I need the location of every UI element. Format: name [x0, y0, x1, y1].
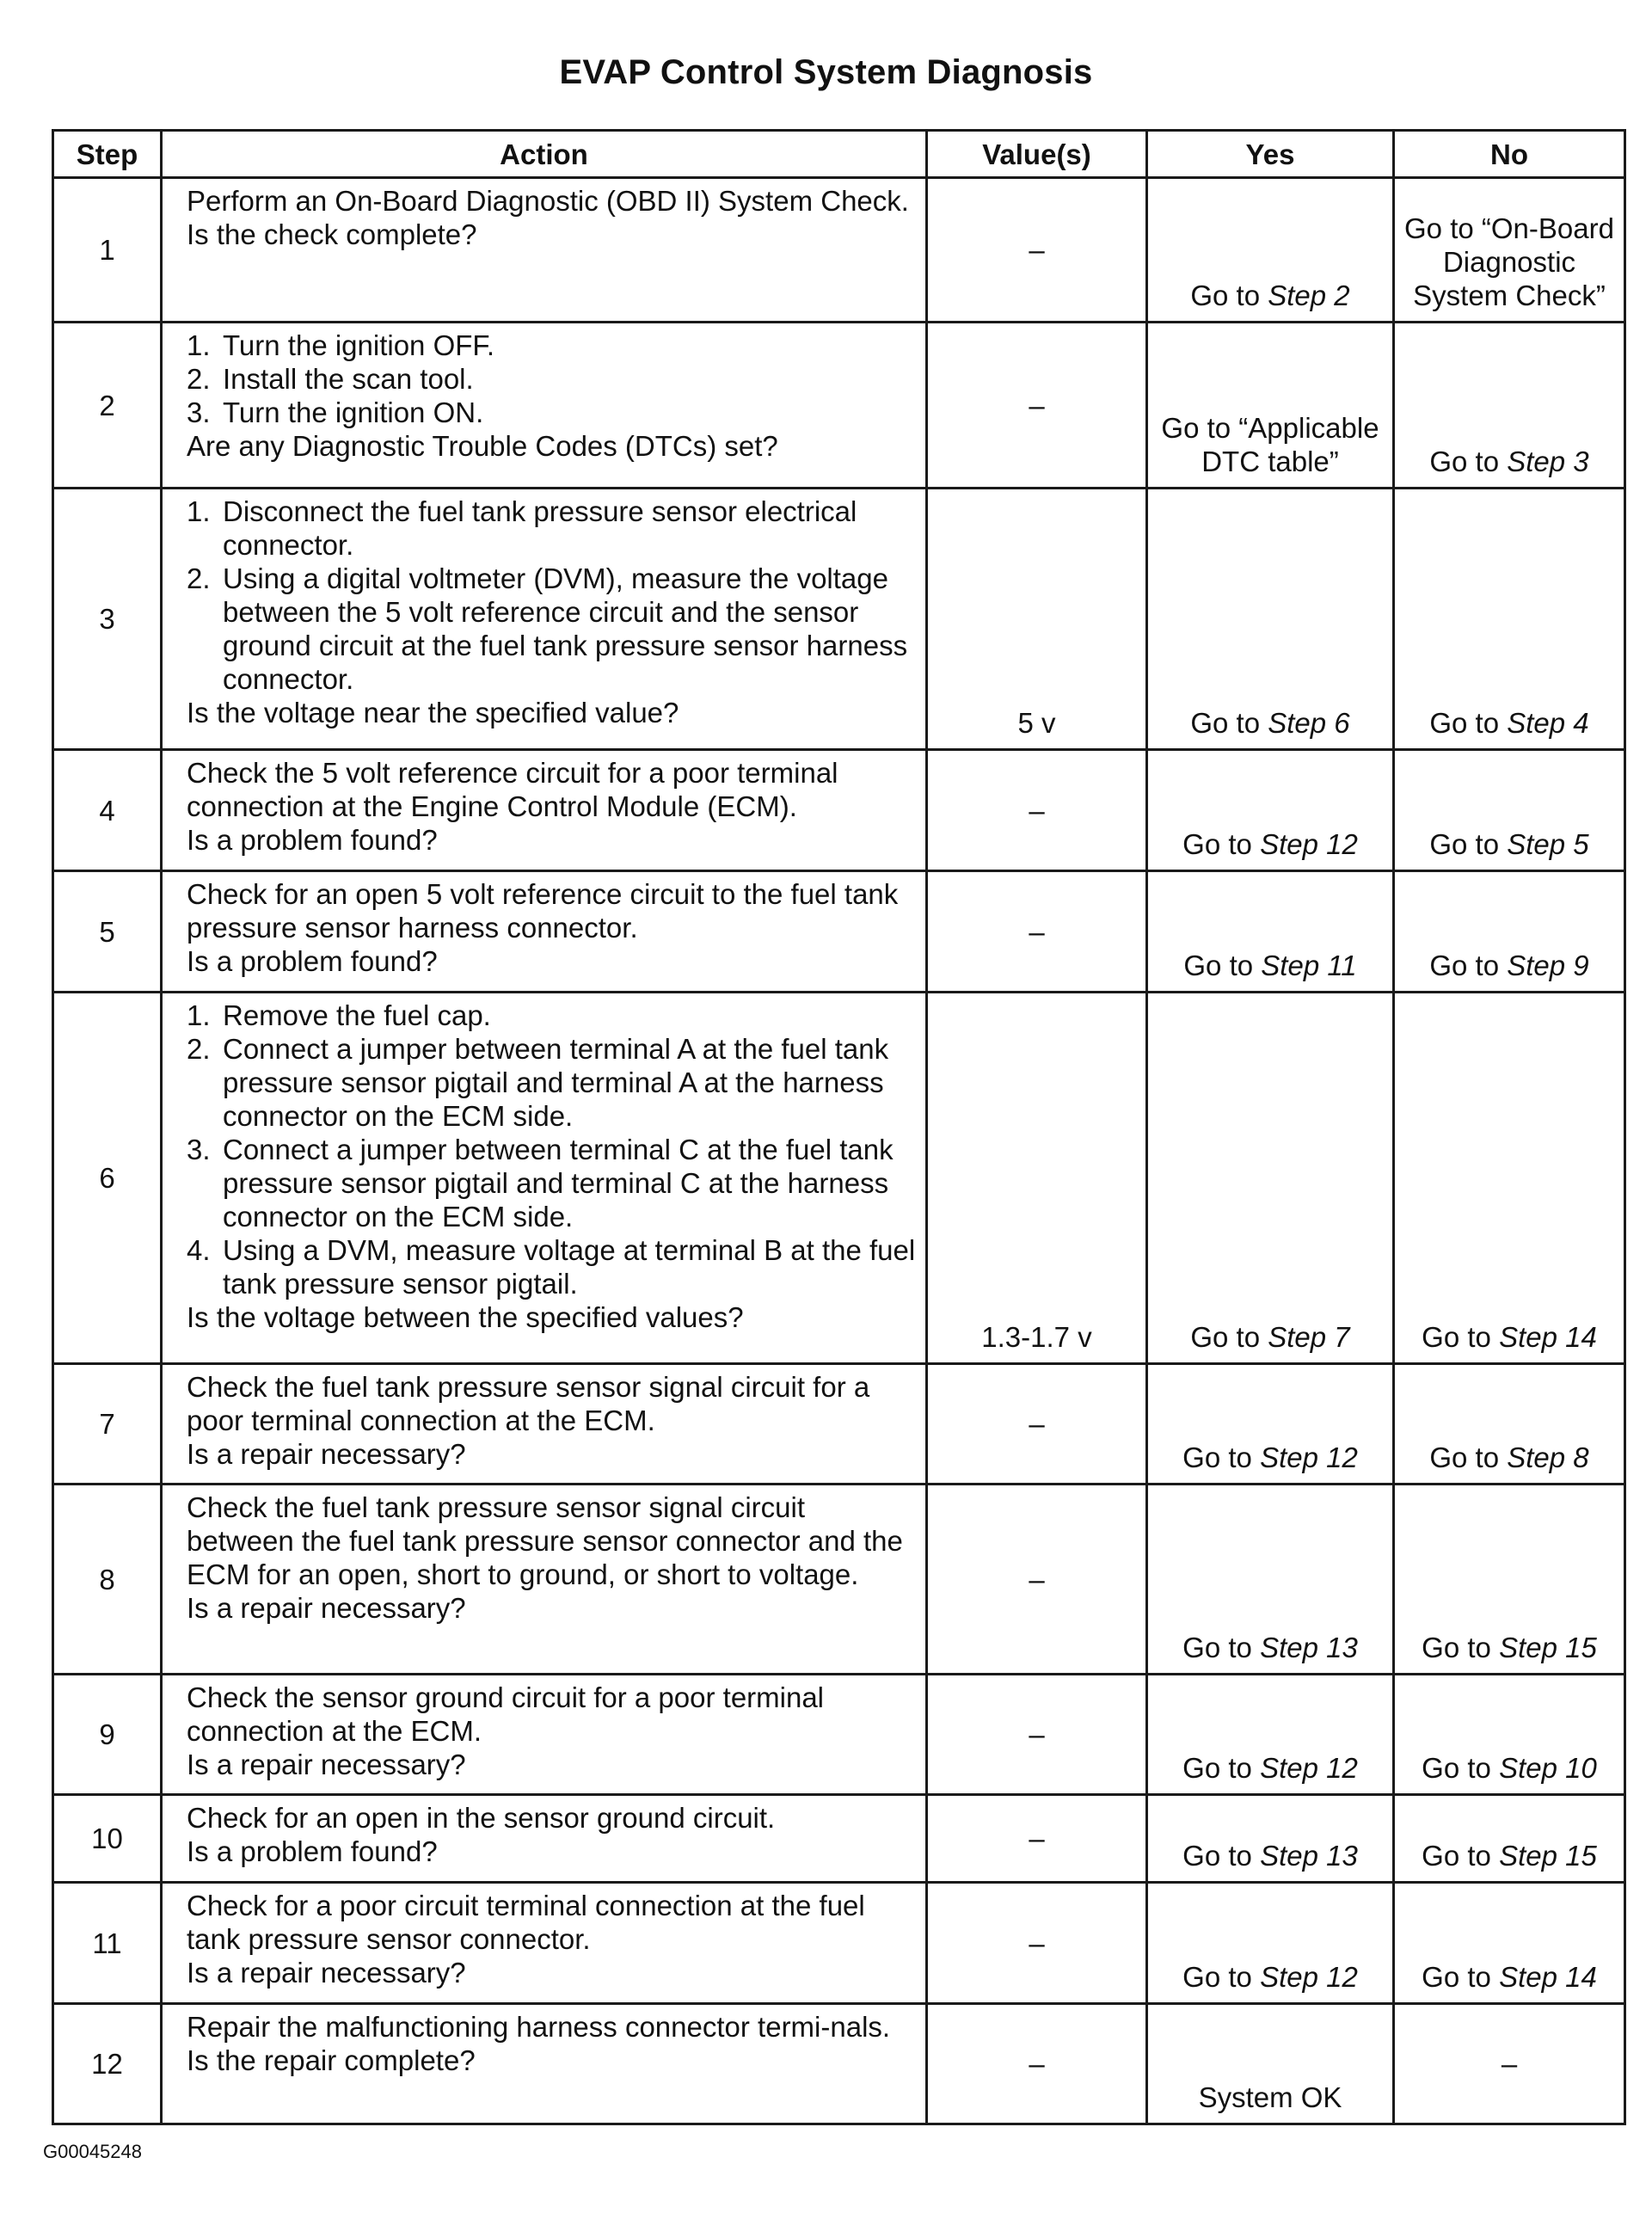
action-question: Is a problem found? — [187, 1835, 438, 1867]
value-cell: – — [927, 1485, 1147, 1675]
action-question: Is a repair necessary? — [187, 1957, 466, 1989]
no-cell — [1394, 1364, 1625, 1485]
no-cell — [1394, 323, 1625, 489]
substep-number: 1. — [187, 329, 211, 361]
action-substep — [187, 1133, 917, 1233]
action-question: Is a problem found? — [187, 945, 438, 977]
table-row — [53, 489, 1625, 750]
step-number: 6 — [53, 993, 162, 1364]
step-number: 4 — [53, 750, 162, 871]
substep-number: 2. — [187, 363, 211, 395]
step-number: 1 — [53, 178, 162, 323]
no-step-link: Step 9 — [1507, 950, 1589, 981]
no-cell: Go to “On-Board Diagnostic System Check” — [1394, 178, 1625, 323]
action-text: Check for an open in the sensor ground circuit. — [187, 1802, 776, 1834]
substep-number: 2. — [187, 562, 211, 594]
yes-step-link: Step 2 — [1268, 280, 1350, 311]
table-row — [53, 323, 1625, 489]
substep-number: 1. — [187, 999, 211, 1031]
yes-cell — [1147, 1883, 1394, 2004]
no-step-link: Step 3 — [1507, 446, 1589, 477]
action-substep — [187, 396, 917, 429]
action-question: Is the repair complete? — [187, 2044, 476, 2076]
step-number: 8 — [53, 1485, 162, 1675]
no-step-link: Step 15 — [1499, 1632, 1597, 1663]
substep-number: 3. — [187, 396, 211, 428]
yes-step-link: Step 12 — [1260, 1752, 1358, 1784]
table-row — [53, 1675, 1625, 1795]
value-cell: – — [927, 1675, 1147, 1795]
action-substep — [187, 495, 917, 562]
no-cell — [1394, 1675, 1625, 1795]
action-cell — [162, 871, 927, 993]
action-substep — [187, 999, 917, 1032]
table-row — [53, 750, 1625, 871]
column-header-no: No — [1394, 131, 1625, 178]
table-row — [53, 1364, 1625, 1485]
no-prefix: Go to — [1429, 1442, 1508, 1473]
yes-prefix: Go to — [1182, 1752, 1261, 1784]
action-text: Check the 5 volt reference circuit for a poor terminal connection at the Engine Control Module (ECM). — [187, 757, 838, 822]
yes-cell — [1147, 1795, 1394, 1883]
no-prefix: Go to — [1429, 950, 1508, 981]
table-row — [53, 1485, 1625, 1675]
no-prefix: Go to — [1422, 1632, 1500, 1663]
substep-number: 3. — [187, 1134, 211, 1165]
table-row — [53, 871, 1625, 993]
column-header-values: Value(s) — [927, 131, 1147, 178]
substep-number: 4. — [187, 1234, 211, 1266]
yes-step-link: Step 13 — [1260, 1840, 1358, 1872]
action-substep — [187, 329, 917, 362]
yes-step-link: Step 13 — [1260, 1632, 1358, 1663]
diagnosis-table — [52, 129, 1626, 2125]
table-row — [53, 1883, 1625, 2004]
no-step-link: Step 14 — [1499, 1961, 1597, 1993]
yes-step-link: Step 7 — [1268, 1321, 1350, 1353]
no-cell: – — [1394, 2004, 1625, 2124]
yes-cell — [1147, 1675, 1394, 1795]
action-cell — [162, 2004, 927, 2124]
action-question: Is the voltage near the specified value? — [187, 697, 679, 728]
substep-number: 2. — [187, 1033, 211, 1065]
table-row — [53, 178, 1625, 323]
action-question: Is the voltage between the specified values? — [187, 1301, 744, 1333]
action-cell — [162, 1795, 927, 1883]
column-header-step: Step — [53, 131, 162, 178]
action-question: Is a repair necessary? — [187, 1592, 466, 1624]
yes-cell — [1147, 1364, 1394, 1485]
action-substep — [187, 362, 917, 396]
no-prefix: Go to — [1422, 1752, 1500, 1784]
yes-cell: System OK — [1147, 2004, 1394, 2124]
no-prefix: Go to — [1429, 707, 1508, 739]
action-text: Check the fuel tank pressure sensor signal circuit between the fuel tank pressure sensor connector and the ECM for an open, short to ground, or short to voltage. — [187, 1491, 903, 1590]
no-cell — [1394, 1485, 1625, 1675]
no-cell — [1394, 489, 1625, 750]
table-row — [53, 2004, 1625, 2124]
substep-text: Using a digital voltmeter (DVM), measure the voltage between the 5 volt reference circuit and the sensor ground circuit at the fuel tank pressure sensor harness connector. — [223, 562, 908, 695]
no-cell — [1394, 750, 1625, 871]
yes-step-link: Step 12 — [1260, 1961, 1358, 1993]
substep-text: Using a DVM, measure voltage at terminal B at the fuel tank pressure sensor pigtail. — [223, 1234, 916, 1300]
action-cell — [162, 1883, 927, 2004]
no-step-link: Step 10 — [1499, 1752, 1597, 1784]
value-cell: – — [927, 2004, 1147, 2124]
step-number: 12 — [53, 2004, 162, 2124]
table-header-row — [53, 131, 1625, 178]
value-cell: – — [927, 178, 1147, 323]
action-question: Is a repair necessary? — [187, 1438, 466, 1470]
no-prefix: Go to — [1422, 1961, 1500, 1993]
step-number: 7 — [53, 1364, 162, 1485]
no-cell — [1394, 993, 1625, 1364]
action-cell — [162, 178, 927, 323]
action-cell — [162, 489, 927, 750]
action-text: Check for a poor circuit terminal connection at the fuel tank pressure sensor connector. — [187, 1890, 865, 1955]
action-text: Perform an On-Board Diagnostic (OBD II) System Check. — [187, 185, 909, 217]
step-number: 9 — [53, 1675, 162, 1795]
value-cell: – — [927, 871, 1147, 993]
yes-prefix: Go to — [1183, 950, 1262, 981]
action-question: Is a repair necessary? — [187, 1749, 466, 1780]
action-question: Is the check complete? — [187, 218, 477, 250]
yes-cell: Go to “Applicable DTC table” — [1147, 323, 1394, 489]
no-cell — [1394, 1795, 1625, 1883]
yes-cell — [1147, 993, 1394, 1364]
action-text: Check the fuel tank pressure sensor signal circuit for a poor terminal connection at the ECM. — [187, 1371, 870, 1436]
no-prefix: Go to — [1422, 1321, 1500, 1353]
action-cell — [162, 993, 927, 1364]
no-step-link: Step 14 — [1499, 1321, 1597, 1353]
action-text: Repair the malfunctioning harness connector termi-nals. — [187, 2011, 891, 2043]
action-text: Check for an open 5 volt reference circuit to the fuel tank pressure sensor harness connector. — [187, 878, 899, 944]
action-cell — [162, 1675, 927, 1795]
value-cell: 5 v — [927, 489, 1147, 750]
value-cell: – — [927, 323, 1147, 489]
yes-prefix: Go to — [1190, 280, 1268, 311]
action-substep — [187, 1233, 917, 1300]
step-number: 10 — [53, 1795, 162, 1883]
no-prefix: Go to — [1429, 828, 1508, 860]
yes-cell — [1147, 489, 1394, 750]
value-cell: – — [927, 1883, 1147, 2004]
yes-step-link: Step 12 — [1260, 1442, 1358, 1473]
step-number: 3 — [53, 489, 162, 750]
value-cell: – — [927, 1364, 1147, 1485]
column-header-yes: Yes — [1147, 131, 1394, 178]
no-cell — [1394, 871, 1625, 993]
yes-step-link: Step 6 — [1268, 707, 1350, 739]
substep-text: Turn the ignition ON. — [223, 396, 484, 428]
yes-prefix: Go to — [1182, 1840, 1261, 1872]
yes-prefix: Go to — [1182, 1442, 1261, 1473]
no-cell — [1394, 1883, 1625, 2004]
yes-cell — [1147, 750, 1394, 871]
yes-cell — [1147, 1485, 1394, 1675]
step-number: 11 — [53, 1883, 162, 2004]
no-prefix: Go to — [1429, 446, 1508, 477]
action-substep — [187, 1032, 917, 1133]
yes-prefix: Go to — [1182, 1961, 1261, 1993]
no-step-link: Step 5 — [1507, 828, 1589, 860]
no-prefix: Go to — [1422, 1840, 1500, 1872]
action-substep — [187, 562, 917, 696]
yes-prefix: Go to — [1182, 828, 1261, 860]
substep-text: Install the scan tool. — [223, 363, 474, 395]
yes-prefix: Go to — [1190, 1321, 1268, 1353]
action-cell — [162, 1364, 927, 1485]
value-cell: – — [927, 1795, 1147, 1883]
value-cell: 1.3-1.7 v — [927, 993, 1147, 1364]
action-cell — [162, 750, 927, 871]
yes-cell — [1147, 871, 1394, 993]
yes-step-link: Step 12 — [1260, 828, 1358, 860]
value-cell: – — [927, 750, 1147, 871]
action-question: Are any Diagnostic Trouble Codes (DTCs) set? — [187, 430, 778, 462]
substep-text: Connect a jumper between terminal A at the fuel tank pressure sensor pigtail and terminal A at the harness connector on the ECM side. — [223, 1033, 889, 1132]
substep-number: 1. — [187, 495, 211, 527]
no-step-link: Step 15 — [1499, 1840, 1597, 1872]
substep-text: Disconnect the fuel tank pressure sensor electrical connector. — [223, 495, 857, 561]
action-text: Check the sensor ground circuit for a poor terminal connection at the ECM. — [187, 1681, 825, 1747]
column-header-action: Action — [162, 131, 927, 178]
table-row — [53, 1795, 1625, 1883]
substep-text: Connect a jumper between terminal C at the fuel tank pressure sensor pigtail and terminal C at the harness connector on the ECM side. — [223, 1134, 894, 1233]
no-step-link: Step 8 — [1507, 1442, 1589, 1473]
substep-text: Remove the fuel cap. — [223, 999, 491, 1031]
yes-prefix: Go to — [1190, 707, 1268, 739]
action-question: Is a problem found? — [187, 824, 438, 856]
action-cell — [162, 323, 927, 489]
step-number: 2 — [53, 323, 162, 489]
yes-cell — [1147, 178, 1394, 323]
no-step-link: Step 4 — [1507, 707, 1589, 739]
substep-text: Turn the ignition OFF. — [223, 329, 495, 361]
table-row — [53, 993, 1625, 1364]
yes-step-link: Step 11 — [1261, 950, 1357, 981]
yes-prefix: Go to — [1182, 1632, 1261, 1663]
page-title: EVAP Control System Diagnosis — [559, 53, 1093, 91]
figure-code: G00045248 — [43, 2141, 142, 2162]
action-cell — [162, 1485, 927, 1675]
step-number: 5 — [53, 871, 162, 993]
